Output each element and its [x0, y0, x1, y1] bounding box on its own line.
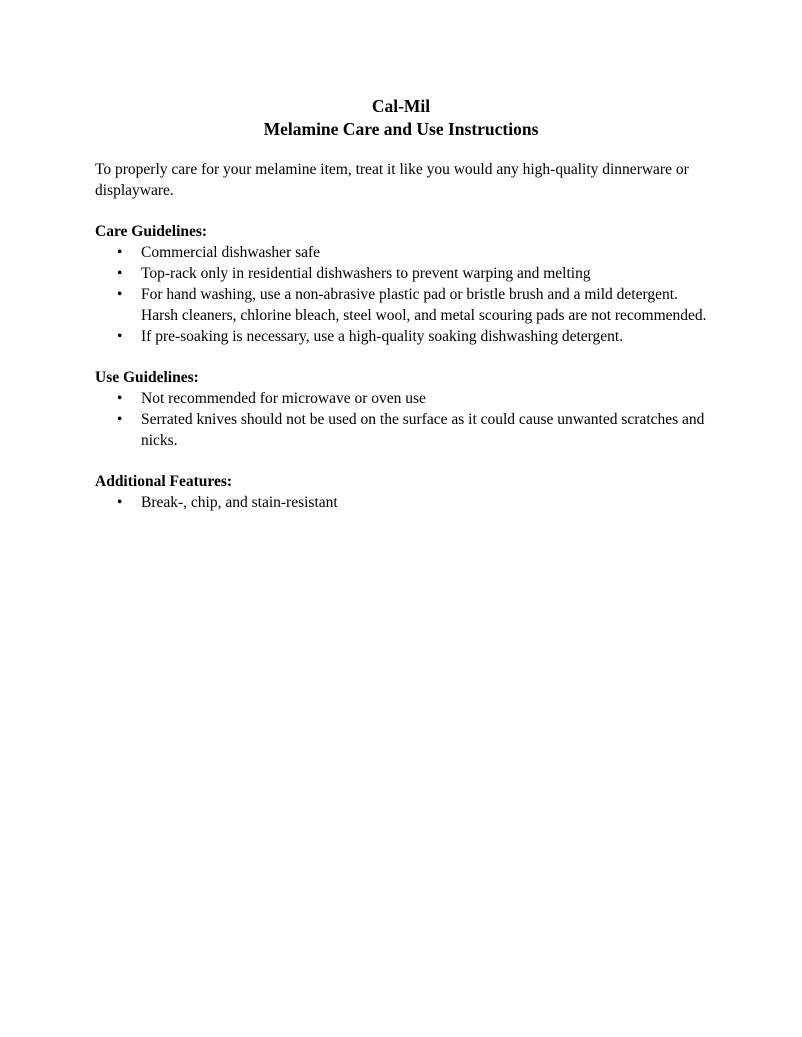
- section-heading: Use Guidelines:: [95, 369, 199, 386]
- list-item: [95, 242, 707, 263]
- list-item: [95, 388, 707, 409]
- list-item-text: Commercial dishwasher safe: [141, 244, 321, 261]
- section-heading: Care Guidelines:: [95, 223, 208, 240]
- bullet-list: [95, 242, 707, 347]
- title-brand: Cal-Mil: [371, 96, 431, 116]
- title-heading: Melamine Care and Use Instructions: [263, 119, 539, 139]
- bullet-icon: •: [117, 411, 123, 428]
- document-page: [95, 95, 707, 513]
- additional-features-section: [95, 471, 707, 513]
- bullet-list: [95, 388, 707, 451]
- list-item-text: If pre-soaking is necessary, use a high-quality soaking dishwashing detergent.: [141, 328, 624, 345]
- bullet-list: [95, 492, 707, 513]
- section-heading: Additional Features:: [95, 473, 233, 490]
- bullet-icon: •: [117, 390, 123, 407]
- list-item-text: For hand washing, use a non-abrasive plastic pad or bristle brush and a mild detergent. Harsh cleaners, chlorine bleach, steel wool, and metal scouring pads are not recommended.: [141, 286, 707, 324]
- list-item: [95, 284, 707, 326]
- use-guidelines-section: [95, 367, 707, 451]
- list-item-text: Serrated knives should not be used on the surface as it could cause unwanted scratches and nicks.: [141, 411, 705, 449]
- intro-paragraph: To properly care for your melamine item, treat it like you would any high-quality dinnerware or displayware.: [95, 161, 689, 199]
- bullet-icon: •: [117, 265, 123, 282]
- list-item: [95, 492, 707, 513]
- care-guidelines-section: [95, 221, 707, 347]
- list-item: [95, 409, 707, 451]
- list-item: [95, 326, 707, 347]
- bullet-icon: •: [117, 494, 123, 511]
- bullet-icon: •: [117, 328, 123, 345]
- list-item-text: Not recommended for microwave or oven use: [141, 390, 426, 407]
- bullet-icon: •: [117, 244, 123, 261]
- list-item: [95, 263, 707, 284]
- list-item-text: Top-rack only in residential dishwashers to prevent warping and melting: [141, 265, 591, 282]
- bullet-icon: •: [117, 286, 123, 303]
- document-title: [95, 95, 707, 141]
- list-item-text: Break-, chip, and stain-resistant: [141, 494, 338, 511]
